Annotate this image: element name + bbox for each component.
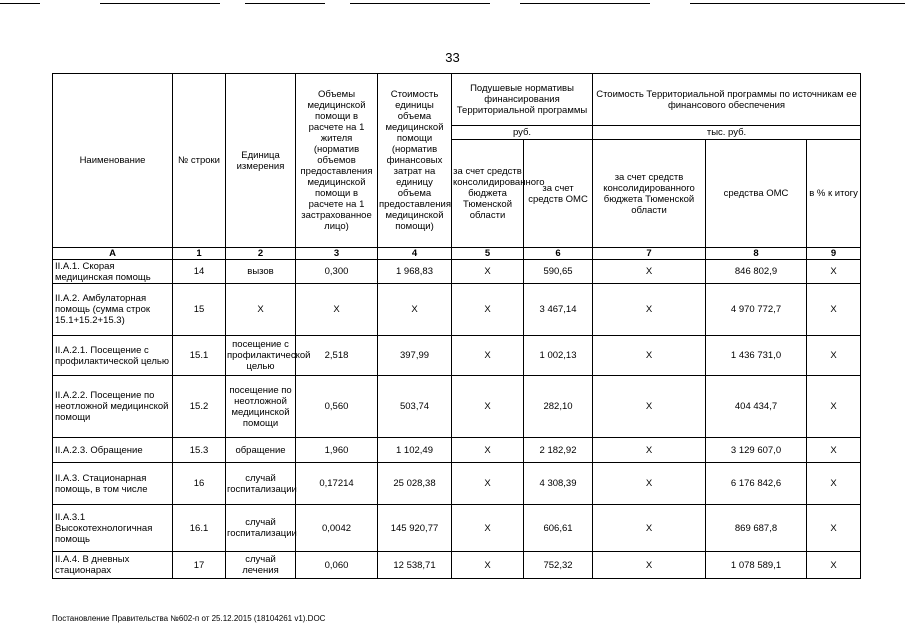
row-cost: 12 538,71 — [378, 552, 452, 579]
table-row — [53, 463, 861, 505]
top-rule-left — [0, 3, 40, 4]
top-rule-5 — [520, 3, 650, 4]
row-cost: 503,74 — [378, 376, 452, 438]
row-t-budget: Х — [593, 552, 706, 579]
header-pc-budget: за счет средств консолидированного бюджета Тюменской области — [452, 140, 524, 248]
row-volume: 0,0042 — [296, 505, 378, 552]
table-row — [53, 552, 861, 579]
row-pc-budget: Х — [452, 336, 524, 376]
row-volume: Х — [296, 284, 378, 336]
row-volume: 0,060 — [296, 552, 378, 579]
row-t-budget: Х — [593, 376, 706, 438]
row-cost: Х — [378, 284, 452, 336]
row-pct: Х — [807, 284, 861, 336]
row-pc-budget: Х — [452, 505, 524, 552]
row-cost: 1 102,49 — [378, 438, 452, 463]
row-volume: 0,300 — [296, 260, 378, 284]
header-t-budget: за счет средств консолидированного бюджета Тюменской области — [593, 140, 706, 248]
row-no: 17 — [173, 552, 226, 579]
row-pc-oms: 752,32 — [524, 552, 593, 579]
row-name: II.А.2.2. Посещение по неотложной медицинской помощи — [53, 376, 173, 438]
row-volume: 0,560 — [296, 376, 378, 438]
row-pc-oms: 3 467,14 — [524, 284, 593, 336]
row-pc-oms: 606,61 — [524, 505, 593, 552]
row-pc-oms: 282,10 — [524, 376, 593, 438]
row-pct: Х — [807, 376, 861, 438]
row-name: II.А.3.1 Высокотехнологичная помощь — [53, 505, 173, 552]
header-thous-rub: тыс. руб. — [593, 126, 861, 140]
row-t-budget: Х — [593, 505, 706, 552]
col-letter: А — [53, 248, 173, 260]
row-no: 16.1 — [173, 505, 226, 552]
table-row — [53, 260, 861, 284]
row-unit: случай госпитализации — [226, 505, 296, 552]
row-pc-oms: 2 182,92 — [524, 438, 593, 463]
row-no: 15.3 — [173, 438, 226, 463]
col-letter: 9 — [807, 248, 861, 260]
table-row — [53, 336, 861, 376]
financing-table — [52, 73, 861, 579]
row-t-oms: 3 129 607,0 — [706, 438, 807, 463]
row-t-budget: Х — [593, 336, 706, 376]
header-rub: руб. — [452, 126, 593, 140]
header-unit-cost: Стоимость единицы объема медицинской помощи (норматив финансовых затрат на единицу объема предоставления медицинской помощи) — [378, 74, 452, 248]
row-name: II.А.1. Скорая медицинская помощь — [53, 260, 173, 284]
row-cost: 397,99 — [378, 336, 452, 376]
row-cost: 145 920,77 — [378, 505, 452, 552]
row-t-oms: 4 970 772,7 — [706, 284, 807, 336]
top-rule-6 — [690, 3, 905, 4]
row-pc-budget: Х — [452, 463, 524, 505]
row-unit: посещение с профилактической целью — [226, 336, 296, 376]
col-letter: 7 — [593, 248, 706, 260]
header-name: Наименование — [53, 74, 173, 248]
row-t-budget: Х — [593, 284, 706, 336]
table-row — [53, 505, 861, 552]
row-volume: 2,518 — [296, 336, 378, 376]
row-t-budget: Х — [593, 438, 706, 463]
row-t-oms: 404 434,7 — [706, 376, 807, 438]
row-name: II.А.4. В дневных стационарах — [53, 552, 173, 579]
row-pct: Х — [807, 336, 861, 376]
row-no: 15.2 — [173, 376, 226, 438]
header-t-oms: средства ОМС — [706, 140, 807, 248]
page-number: 33 — [445, 50, 460, 65]
row-pc-budget: Х — [452, 552, 524, 579]
row-no: 15.1 — [173, 336, 226, 376]
row-unit: вызов — [226, 260, 296, 284]
row-t-budget: Х — [593, 463, 706, 505]
row-pc-budget: Х — [452, 376, 524, 438]
header-per-capita: Подушевые нормативы финансирования Территориальной программы — [452, 74, 593, 126]
row-no: 15 — [173, 284, 226, 336]
header-program-cost: Стоимость Территориальной программы по источникам ее финансового обеспечения — [593, 74, 861, 126]
row-unit: Х — [226, 284, 296, 336]
row-pc-budget: Х — [452, 260, 524, 284]
row-pc-oms: 4 308,39 — [524, 463, 593, 505]
row-no: 14 — [173, 260, 226, 284]
row-t-budget: Х — [593, 260, 706, 284]
row-volume: 0,17214 — [296, 463, 378, 505]
top-rule-2 — [100, 3, 220, 4]
row-cost: 25 028,38 — [378, 463, 452, 505]
row-volume: 1,960 — [296, 438, 378, 463]
row-name: II.А.2.1. Посещение с профилактической целью — [53, 336, 173, 376]
table-row — [53, 284, 861, 336]
col-letter: 4 — [378, 248, 452, 260]
top-rule-3 — [245, 3, 325, 4]
row-unit: случай лечения — [226, 552, 296, 579]
col-letter: 5 — [452, 248, 524, 260]
row-name: II.А.3. Стационарная помощь, в том числе — [53, 463, 173, 505]
row-name: II.А.2.3. Обращение — [53, 438, 173, 463]
row-pct: Х — [807, 505, 861, 552]
row-pc-budget: Х — [452, 438, 524, 463]
header-volume: Объемы медицинской помощи в расчете на 1 жителя (норматив объемов предоставления медицинской помощи в расчете на 1 застрахованное лицо) — [296, 74, 378, 248]
table-row — [53, 438, 861, 463]
row-pc-oms: 1 002,13 — [524, 336, 593, 376]
row-pc-oms: 590,65 — [524, 260, 593, 284]
header-pc-oms: за счет средств ОМС — [524, 140, 593, 248]
row-name: II.А.2. Амбулаторная помощь (сумма строк 15.1+15.2+15.3) — [53, 284, 173, 336]
col-letter: 2 — [226, 248, 296, 260]
top-rule-4 — [350, 3, 490, 4]
col-letter: 8 — [706, 248, 807, 260]
row-pct: Х — [807, 438, 861, 463]
header-percent: в % к итогу — [807, 140, 861, 248]
row-t-oms: 869 687,8 — [706, 505, 807, 552]
document-footer: Постановление Правительства №602-п от 25.12.2015 (18104261 v1).DOC — [52, 614, 326, 623]
col-letter: 6 — [524, 248, 593, 260]
row-t-oms: 1 078 589,1 — [706, 552, 807, 579]
row-t-oms: 6 176 842,6 — [706, 463, 807, 505]
header-row-no: № строки — [173, 74, 226, 248]
header-unit: Единица измерения — [226, 74, 296, 248]
row-unit: случай госпитализации — [226, 463, 296, 505]
table-row — [53, 376, 861, 438]
row-pct: Х — [807, 463, 861, 505]
row-t-oms: 846 802,9 — [706, 260, 807, 284]
row-unit: обращение — [226, 438, 296, 463]
col-letter: 3 — [296, 248, 378, 260]
column-letters-row — [53, 248, 861, 260]
row-cost: 1 968,83 — [378, 260, 452, 284]
row-pct: Х — [807, 552, 861, 579]
row-t-oms: 1 436 731,0 — [706, 336, 807, 376]
row-no: 16 — [173, 463, 226, 505]
row-pc-budget: Х — [452, 284, 524, 336]
row-unit: посещение по неотложной медицинской помощи — [226, 376, 296, 438]
col-letter: 1 — [173, 248, 226, 260]
row-pct: Х — [807, 260, 861, 284]
